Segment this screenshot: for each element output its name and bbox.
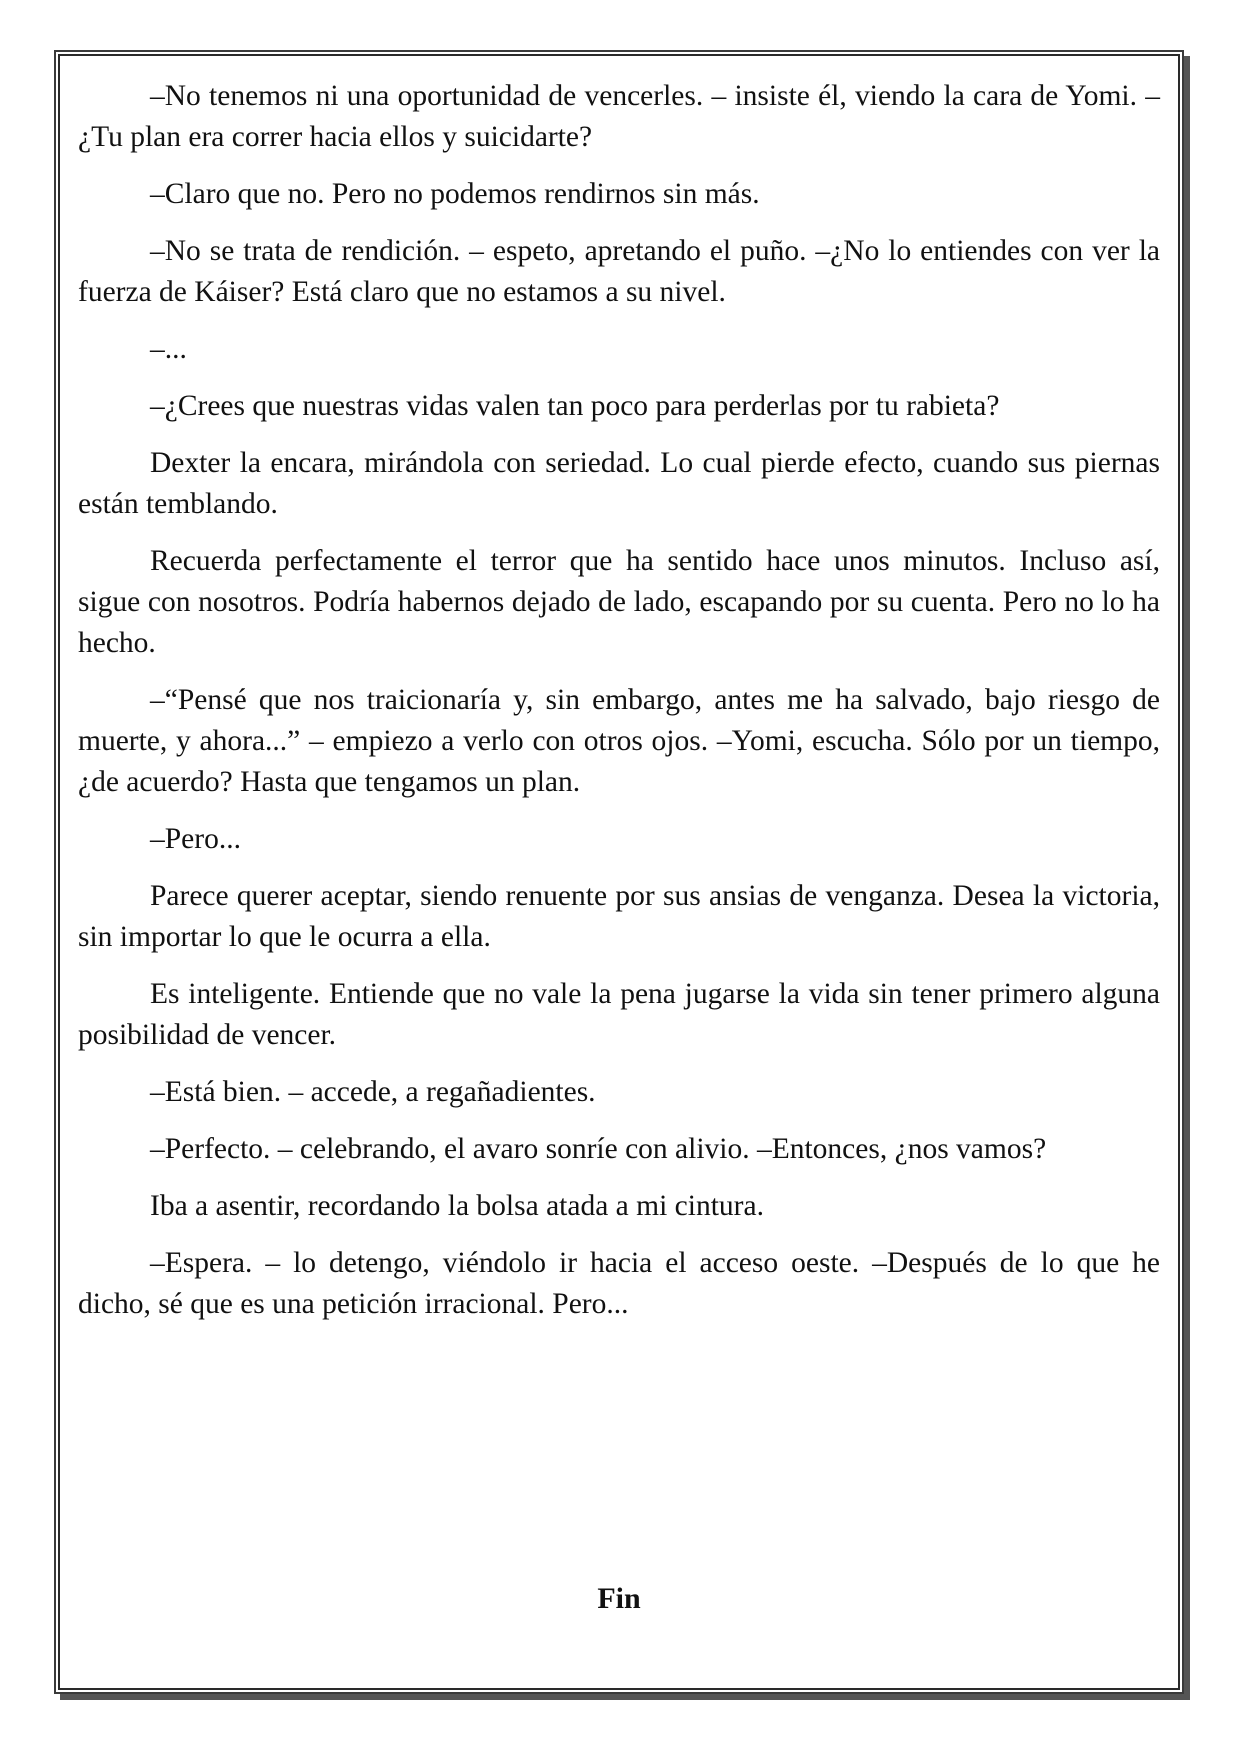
paragraph: –Claro que no. Pero no podemos rendirnos sin más. (150, 178, 760, 210)
paragraph: –... (150, 333, 187, 365)
paragraph: –No tenemos ni una oportunidad de vencerles. – insiste él, viendo la cara de Yomi. –¿Tu plan era correr hacia ellos y suicidarte? (78, 80, 1160, 153)
paragraph: Dexter la encara, mirándola con seriedad. Lo cual pierde efecto, cuando sus piernas están temblando. (78, 447, 1160, 520)
paragraph: Es inteligente. Entiende que no vale la pena jugarse la vida sin tener primero alguna posibilidad de vencer. (78, 978, 1160, 1051)
paragraph: –No se trata de rendición. – espeto, apretando el puño. –¿No lo entiendes con ver la fuerza de Káiser? Está claro que no estamos a su nivel. (78, 235, 1160, 308)
paragraph: –Pero... (150, 823, 241, 855)
paragraph: Iba a asentir, recordando la bolsa atada a mi cintura. (150, 1190, 764, 1222)
paragraph: –Perfecto. – celebrando, el avaro sonríe con alivio. –Entonces, ¿nos vamos? (150, 1133, 1047, 1165)
page-frame (58, 54, 1180, 1690)
text-body (78, 76, 1160, 1325)
paragraph: –“Pensé que nos traicionaría y, sin embargo, antes me ha salvado, bajo riesgo de muerte, y ahora...” – empiezo a verlo con otros ojos. –Yomi, escucha. Sólo por un tiempo, ¿de acuerdo? Hasta que tengamos un plan. (78, 684, 1160, 798)
paragraph: Recuerda perfectamente el terror que ha sentido hace unos minutos. Incluso así, sigue con nosotros. Podría habernos dejado de lado, escapando por su cuenta. Pero no lo ha hecho. (78, 545, 1160, 659)
paragraph: –¿Crees que nuestras vidas valen tan poco para perderlas por tu rabieta? (150, 390, 1000, 422)
page-content (78, 76, 1160, 1668)
paragraph: –Espera. – lo detengo, viéndolo ir hacia el acceso oeste. –Después de lo que he dicho, sé que es una petición irracional. Pero... (78, 1247, 1160, 1320)
paragraph: Parece querer aceptar, siendo renuente por sus ansias de venganza. Desea la victoria, sin importar lo que le ocurra a ella. (78, 880, 1160, 953)
end-label: Fin (597, 1582, 641, 1615)
paragraph: –Está bien. – accede, a regañadientes. (150, 1076, 596, 1108)
